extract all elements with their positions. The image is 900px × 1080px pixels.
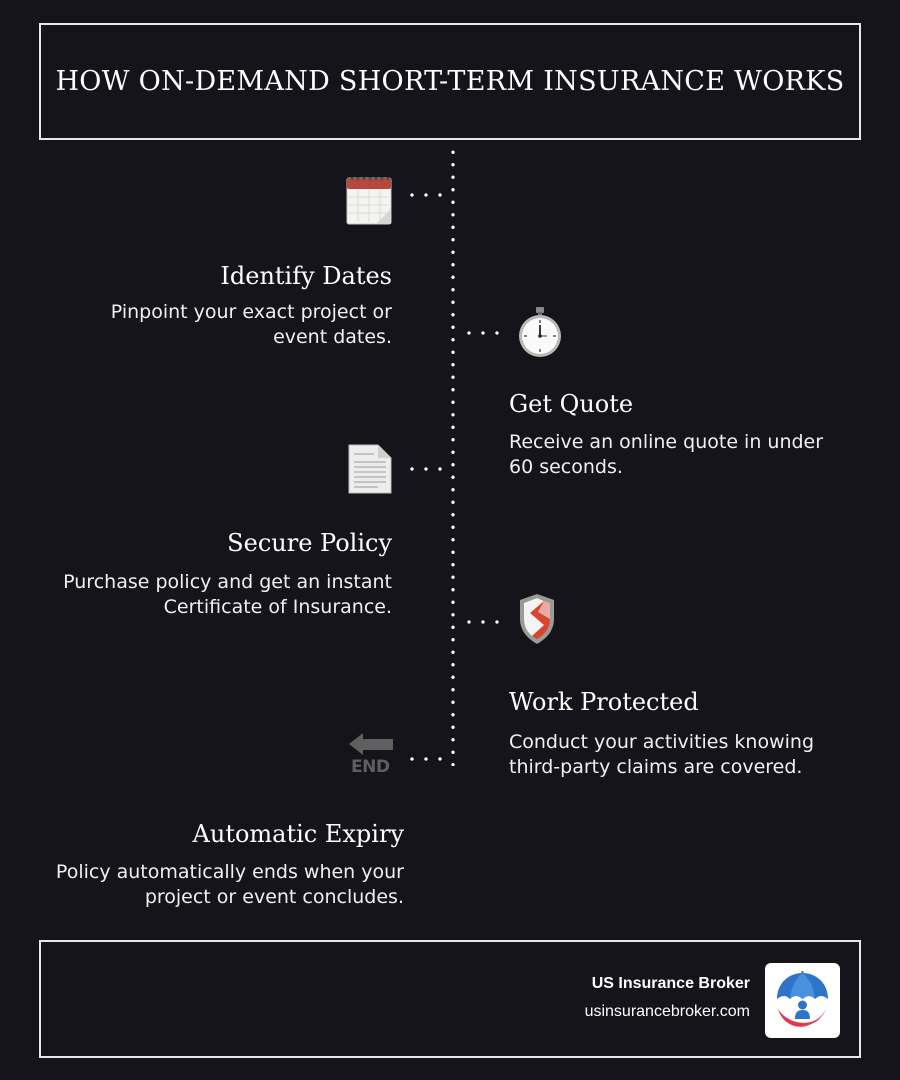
umbrella-logo [765, 963, 840, 1038]
step-desc-identify-dates: Pinpoint your exact project or event dates. [110, 301, 392, 348]
step-desc-automatic-expiry: Policy automatically ends when your project or event concludes. [55, 861, 404, 908]
step-desc-work-protected: Conduct your activities knowing third-party claims are covered. [509, 731, 815, 778]
step-desc-secure-policy: Purchase policy and get an instant Certificate of Insurance. [63, 571, 392, 618]
connector-dots-3 [405, 467, 451, 471]
header-banner [39, 23, 861, 140]
connector-dots-2 [462, 331, 504, 335]
step-title-automatic-expiry: Automatic Expiry [192, 820, 404, 848]
brand-name: US Insurance Broker [591, 975, 750, 992]
calendar-icon [346, 175, 392, 225]
connector-dots-1 [405, 193, 451, 197]
end-label: END [351, 757, 390, 777]
timeline-spine [451, 146, 455, 766]
brand-url[interactable]: usinsurancebroker.com [584, 1003, 750, 1020]
connector-dots-5 [405, 757, 451, 761]
footer-banner [39, 940, 861, 1058]
step-title-identify-dates: Identify Dates [220, 262, 392, 290]
connector-dots-4 [462, 620, 504, 624]
step-title-get-quote: Get Quote [509, 390, 634, 418]
step-title-work-protected: Work Protected [509, 688, 699, 716]
stopwatch-icon [516, 306, 564, 358]
page-title: HOW ON-DEMAND SHORT-TERM INSURANCE WORKS [55, 66, 845, 97]
step-desc-get-quote: Receive an online quote in under 60 seconds. [509, 431, 824, 478]
shield-icon [518, 593, 556, 645]
document-icon [348, 444, 392, 494]
step-title-secure-policy: Secure Policy [227, 529, 392, 557]
end-arrow-icon [347, 731, 395, 781]
